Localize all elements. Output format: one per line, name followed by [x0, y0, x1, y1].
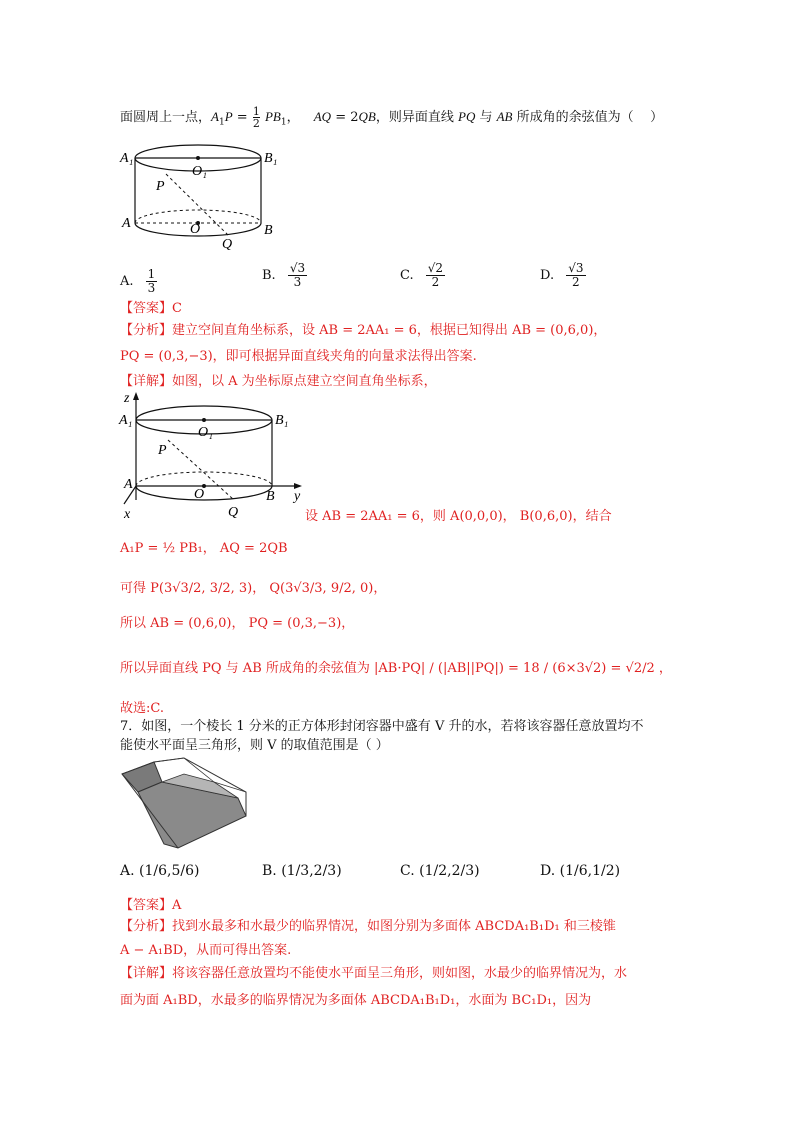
q6-detail-line1: 【详解】如图，以 A 为坐标原点建立空间直角坐标系， [120, 374, 437, 389]
q6-detail-line6: 所以异面直线 PQ 与 AB 所成角的余弦值为 |AB·PQ| / (|AB||PQ|) = 18 / (6×3√2) = √2/2 ， [120, 661, 672, 676]
fig2-label-z: z [124, 391, 130, 406]
fig2-label-A: A [124, 477, 133, 492]
q7-answer: 【答案】A [120, 898, 182, 913]
q7-analysis-line2: A − A₁BD，从而可得出答案. [120, 943, 292, 958]
q6-option-c[interactable]: C. $\frac{√2}{2}$ [400, 261, 444, 289]
fig2-label-B: B [266, 489, 275, 504]
fig1-label-O: O [190, 222, 201, 237]
q6-stem-line: 面圆周上一点，$A_1P$ = $\frac{1}{2}$ $PB_1$， AQ = 2QB，则异面直线 PQ 与 AB 所成角的余弦值为（ ） [120, 105, 664, 130]
fig2-label-O: O [194, 487, 205, 502]
q7-analysis-line1: 【分析】找到水最多和水最少的临界情况，如图分别为多面体 ABCDA₁B₁D₁ 和三棱锥 [120, 919, 616, 934]
fig1-label-A: A [122, 216, 131, 231]
fig2-label-Q: Q [228, 505, 239, 520]
q6-option-b[interactable]: B. $\frac{√3}{3}$ [262, 261, 306, 289]
q6-detail-line5: 所以 AB = (0,6,0)， PQ = (0,3,−3)， [120, 616, 355, 631]
q6-analysis-line1: 【分析】建立空间直角坐标系，设 AB = 2AA₁ = 6，根据已知得出 AB = (0,6,0)， [120, 323, 607, 338]
q7-stem-line1: 7．如图，一个棱长 1 分米的正方体形封闭容器中盛有 V 升的水，若将该容器任意放置均不 [120, 719, 644, 734]
fig1-label-O1: O₁ [192, 164, 207, 179]
fig2-label-O1: O₁ [198, 425, 213, 440]
fig2-label-B1: B₁ [275, 413, 289, 428]
q6-option-a[interactable]: A. $\frac{1}{3}$ [120, 267, 156, 295]
q6-detail-line2: 设 AB = 2AA₁ = 6，则 A(0,0,0)， B(0,6,0)，结合 [305, 509, 612, 524]
cube-figure [118, 752, 258, 852]
fig1-label-B: B [264, 223, 273, 238]
fig1-label-Q: Q [222, 237, 233, 252]
fig2-label-A1: A₁ [119, 413, 133, 428]
q6-answer: 【答案】C [120, 301, 182, 316]
cylinder-figure [118, 136, 288, 266]
q7-detail-line1: 【详解】将该容器任意放置均不能使水平面呈三角形，则如图，水最少的临界情况为，水 [120, 966, 628, 981]
q7-option-c[interactable]: C. (1/2,2/3) [400, 863, 480, 879]
fig1-label-P: P [156, 179, 165, 194]
fig2-label-P: P [158, 443, 167, 458]
fig1-label-B1: B₁ [264, 151, 278, 166]
fig2-label-y: y [294, 489, 301, 504]
q6-detail-line3: A₁P = ½ PB₁， AQ = 2QB [120, 541, 288, 556]
q7-option-d[interactable]: D. (1/6,1/2) [540, 863, 621, 879]
q6-conclusion: 故选:C. [120, 701, 164, 716]
q6-analysis-line2: PQ = (0,3,−3)，即可根据异面直线夹角的向量求法得出答案. [120, 349, 477, 364]
fig1-label-A1: A₁ [120, 151, 134, 166]
q6-detail-line4: 可得 P(3√3/2, 3/2, 3)， Q(3√3/3, 9/2, 0)， [120, 581, 387, 596]
q6-option-d[interactable]: D. $\frac{√3}{2}$ [540, 261, 584, 289]
cylinder-axes-figure [116, 390, 316, 522]
q7-option-b[interactable]: B. (1/3,2/3) [262, 863, 342, 879]
q7-stem-line2: 能使水平面呈三角形，则 V 的取值范围是（ ） [120, 738, 389, 753]
q7-detail-line2: 面为面 A₁BD，水最多的临界情况为多面体 ABCDA₁B₁D₁，水面为 BC₁D₁，因为 [120, 993, 592, 1008]
q7-option-a[interactable]: A. (1/6,5/6) [120, 863, 200, 879]
fig2-label-x: x [124, 507, 131, 522]
